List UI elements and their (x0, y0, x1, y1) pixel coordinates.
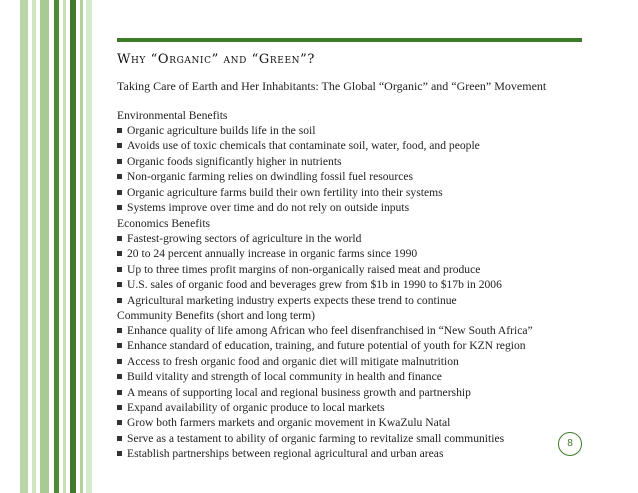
list-item-text: A means of supporting local and regional business growth and partnership (127, 385, 471, 399)
list-item (117, 431, 587, 446)
bullet-icon (117, 420, 122, 425)
bullet-icon (117, 236, 122, 241)
list-item (117, 415, 587, 430)
bullet-icon (117, 205, 122, 210)
page-number-badge: 8 (558, 432, 582, 456)
bullet-icon (117, 143, 122, 148)
list-item-text: Grow both farmers markets and organic movement in KwaZulu Natal (127, 416, 451, 430)
stripe (20, 0, 28, 493)
bullet-icon (117, 267, 122, 272)
section-heading: Environmental Benefits (117, 109, 228, 122)
list-item (117, 231, 587, 246)
section-environmental (117, 108, 587, 215)
bullet-icon (117, 174, 122, 179)
list-item-text: Organic foods significantly higher in nutrients (127, 154, 342, 168)
list-item-text: Up to three times profit margins of non-organically raised meat and produce (127, 262, 481, 276)
list-item (117, 400, 587, 415)
bullet-icon (117, 282, 122, 287)
list-item (117, 446, 587, 461)
list-item (117, 138, 587, 153)
list-item (117, 169, 587, 184)
bullet-icon (117, 190, 122, 195)
list-item (117, 123, 587, 138)
stripe (40, 0, 49, 493)
bullet-icon (117, 374, 122, 379)
stripe (80, 0, 83, 493)
list-item (117, 262, 587, 277)
stripe (54, 0, 59, 493)
list-item-text: 20 to 24 percent annually increase in organic farms since 1990 (127, 247, 418, 261)
list-item (117, 354, 587, 369)
bullet-icon (117, 328, 122, 333)
list-item-text: Fastest-growing sectors of agriculture in the world (127, 232, 362, 245)
bullet-icon (117, 343, 122, 348)
bullet-icon (117, 128, 122, 133)
bullet-icon (117, 359, 122, 364)
slide-subtitle: Taking Care of Earth and Her Inhabitants: The Global “Organic” and “Green” Movement (117, 79, 547, 93)
list-item (117, 369, 587, 384)
list-item (117, 277, 587, 292)
list-item-text: Serve as a testament to ability of organic farming to revitalize small communities (127, 431, 505, 445)
title-rule (117, 38, 582, 42)
list-item (117, 154, 587, 169)
list-item-text: Systems improve over time and do not rely on outside inputs (127, 200, 410, 214)
section-community (117, 308, 587, 462)
bullet-icon (117, 298, 122, 303)
list-item (117, 185, 587, 200)
stripe (32, 0, 36, 493)
list-item (117, 338, 587, 353)
bullet-list (117, 123, 587, 215)
list-item (117, 323, 587, 338)
list-item-text: Build vitality and strength of local community in health and finance (127, 370, 442, 384)
list-item-text: Agricultural marketing industry experts expects these trend to continue (127, 293, 457, 307)
stripe (63, 0, 66, 493)
list-item-text: U.S. sales of organic food and beverages grew from $1b in 1990 to $17b in 2006 (127, 278, 502, 292)
section-economics (117, 216, 587, 308)
list-item (117, 385, 587, 400)
bullet-icon (117, 436, 122, 441)
list-item-text: Enhance quality of life among African who feel disenfranchised in “New South Africa” (127, 324, 533, 337)
bullet-icon (117, 390, 122, 395)
section-heading: Economics Benefits (117, 217, 211, 230)
list-item (117, 246, 587, 261)
list-item-text: Organic agriculture builds life in the soil (127, 124, 316, 137)
list-item-text: Organic agriculture farms build their own fertility into their systems (127, 185, 443, 199)
slide-title: Why “Organic” and “Green”? (117, 52, 315, 67)
list-item-text: Expand availability of organic produce to local markets (127, 400, 385, 414)
stripe (70, 0, 76, 493)
bullet-icon (117, 451, 122, 456)
stripe (86, 0, 92, 493)
list-item-text: Establish partnerships between regional agricultural and urban areas (127, 447, 444, 461)
list-item-text: Avoids use of toxic chemicals that contaminate soil, water, food, and people (127, 139, 480, 153)
bullet-icon (117, 251, 122, 256)
bullet-icon (117, 405, 122, 410)
list-item-text: Access to fresh organic food and organic diet will mitigate malnutrition (127, 354, 459, 368)
list-item (117, 200, 587, 215)
list-item-text: Non-organic farming relies on dwindling fossil fuel resources (127, 170, 414, 184)
bullet-list (117, 323, 587, 462)
bullet-icon (117, 159, 122, 164)
list-item-text: Enhance standard of education, training, and future potential of youth for KZN region (127, 339, 526, 353)
bullet-list (117, 231, 587, 308)
list-item (117, 293, 587, 308)
decorative-green-stripes (0, 0, 100, 493)
section-heading: Community Benefits (short and long term) (117, 309, 316, 322)
